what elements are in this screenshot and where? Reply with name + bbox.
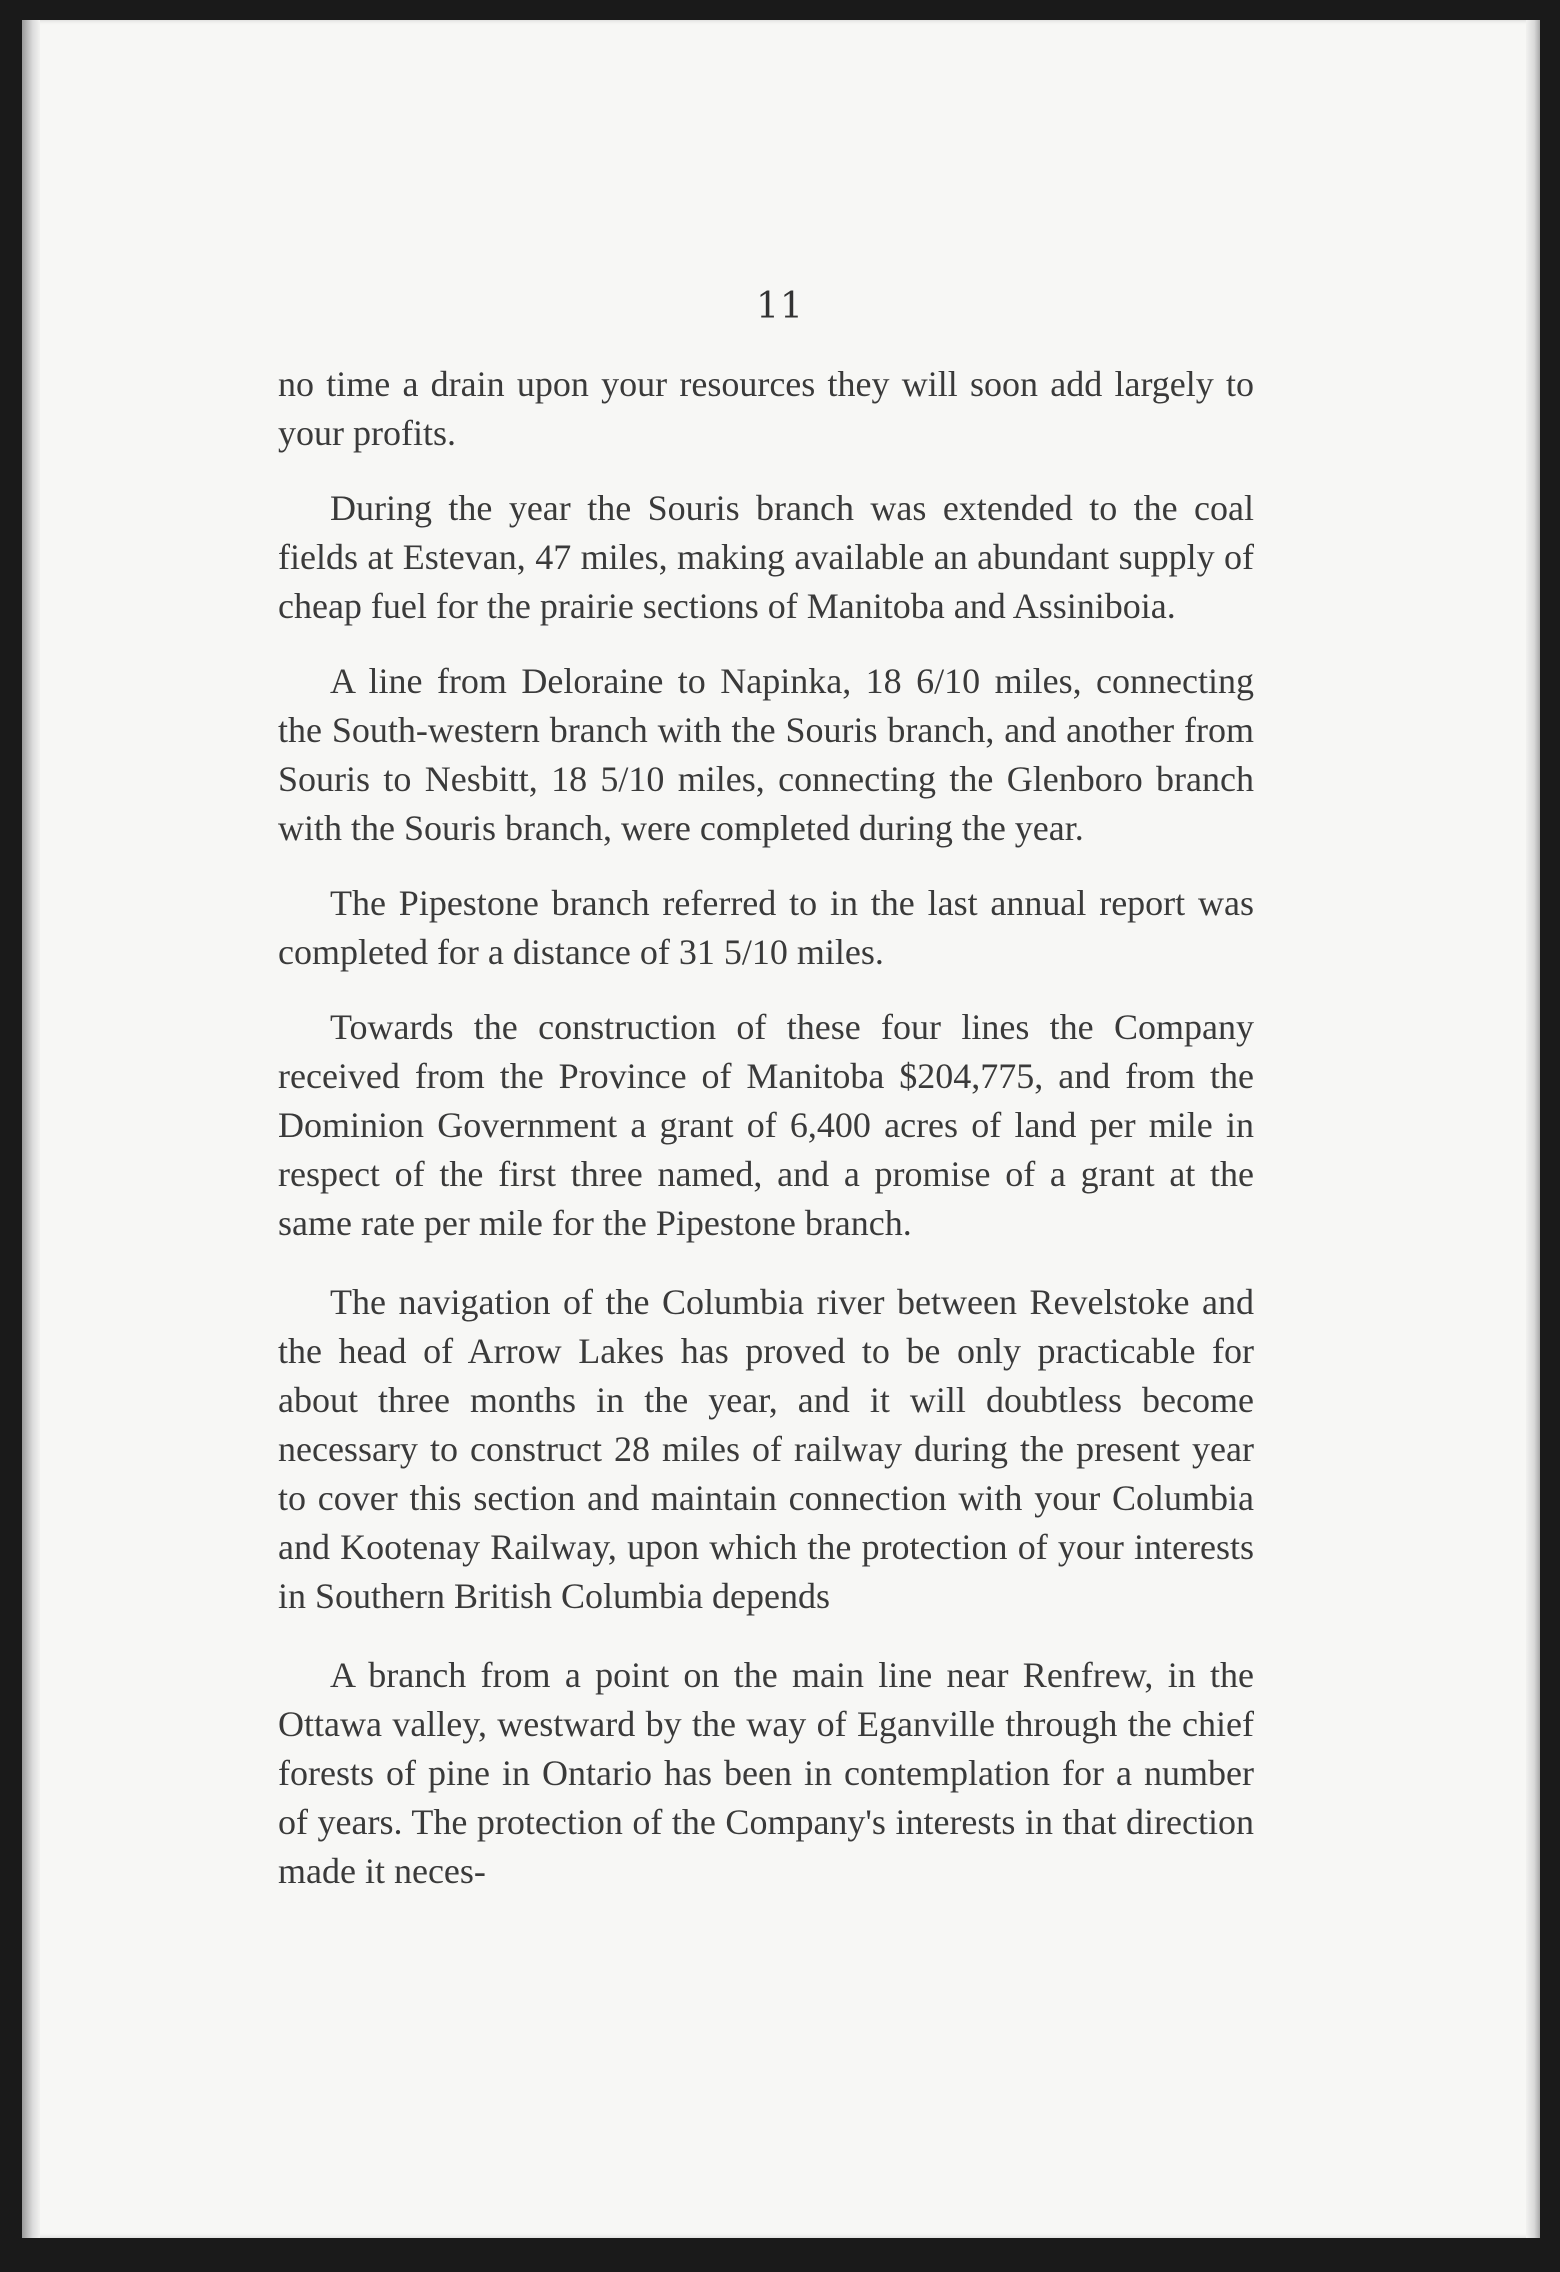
page-left-edge-shadow (22, 20, 40, 2238)
body-text (278, 360, 1254, 1922)
paragraph-continuation: no time a drain upon your resources they will soon add largely to your profits. (278, 364, 1254, 453)
page-number: 11 (756, 286, 804, 327)
page-right-edge-shadow (1526, 20, 1540, 2238)
paragraph-deloraine-line: A line from Deloraine to Napinka, 18 6/10 miles, connecting the South-western branch with the Souris branch, and another from Souris to Nesbitt, 18 5/10 miles, connecting the Glenboro branch with the Souris branch, were completed during the year. (278, 661, 1254, 848)
paragraph-columbia-navigation: The navigation of the Columbia river between Revelstoke and the head of Arrow Lakes has proved to be only practicable for about three months in the year, and it will doubtless become necessary to construct 28 miles of railway during the present year to cover this section and maintain connection with your Columbia and Kootenay Railway, upon which the protection of your interests in Southern British Columbia depends (278, 1282, 1254, 1616)
paragraph-souris-branch: During the year the Souris branch was extended to the coal fields at Estevan, 47 miles, making available an abundant supply of cheap fuel for the prairie sections of Manitoba and Assiniboia. (278, 488, 1254, 626)
paragraph-construction-grants: Towards the construction of these four lines the Company received from the Province of Manitoba $204,775, and from the Dominion Government a grant of 6,400 acres of land per mile in respect of the first three named, and a promise of a grant at the same rate per mile for the Pipestone branch. (278, 1007, 1254, 1243)
paragraph-renfrew-branch: A branch from a point on the main line near Renfrew, in the Ottawa valley, westward by the way of Eganville through the chief forests of pine in Ontario has been in contemplation for a number of years. The protection of the Company's interests in that direction made it neces- (278, 1655, 1254, 1891)
paragraph-pipestone-branch: The Pipestone branch referred to in the last annual report was completed for a distance of 31 5/10 miles. (278, 883, 1254, 972)
